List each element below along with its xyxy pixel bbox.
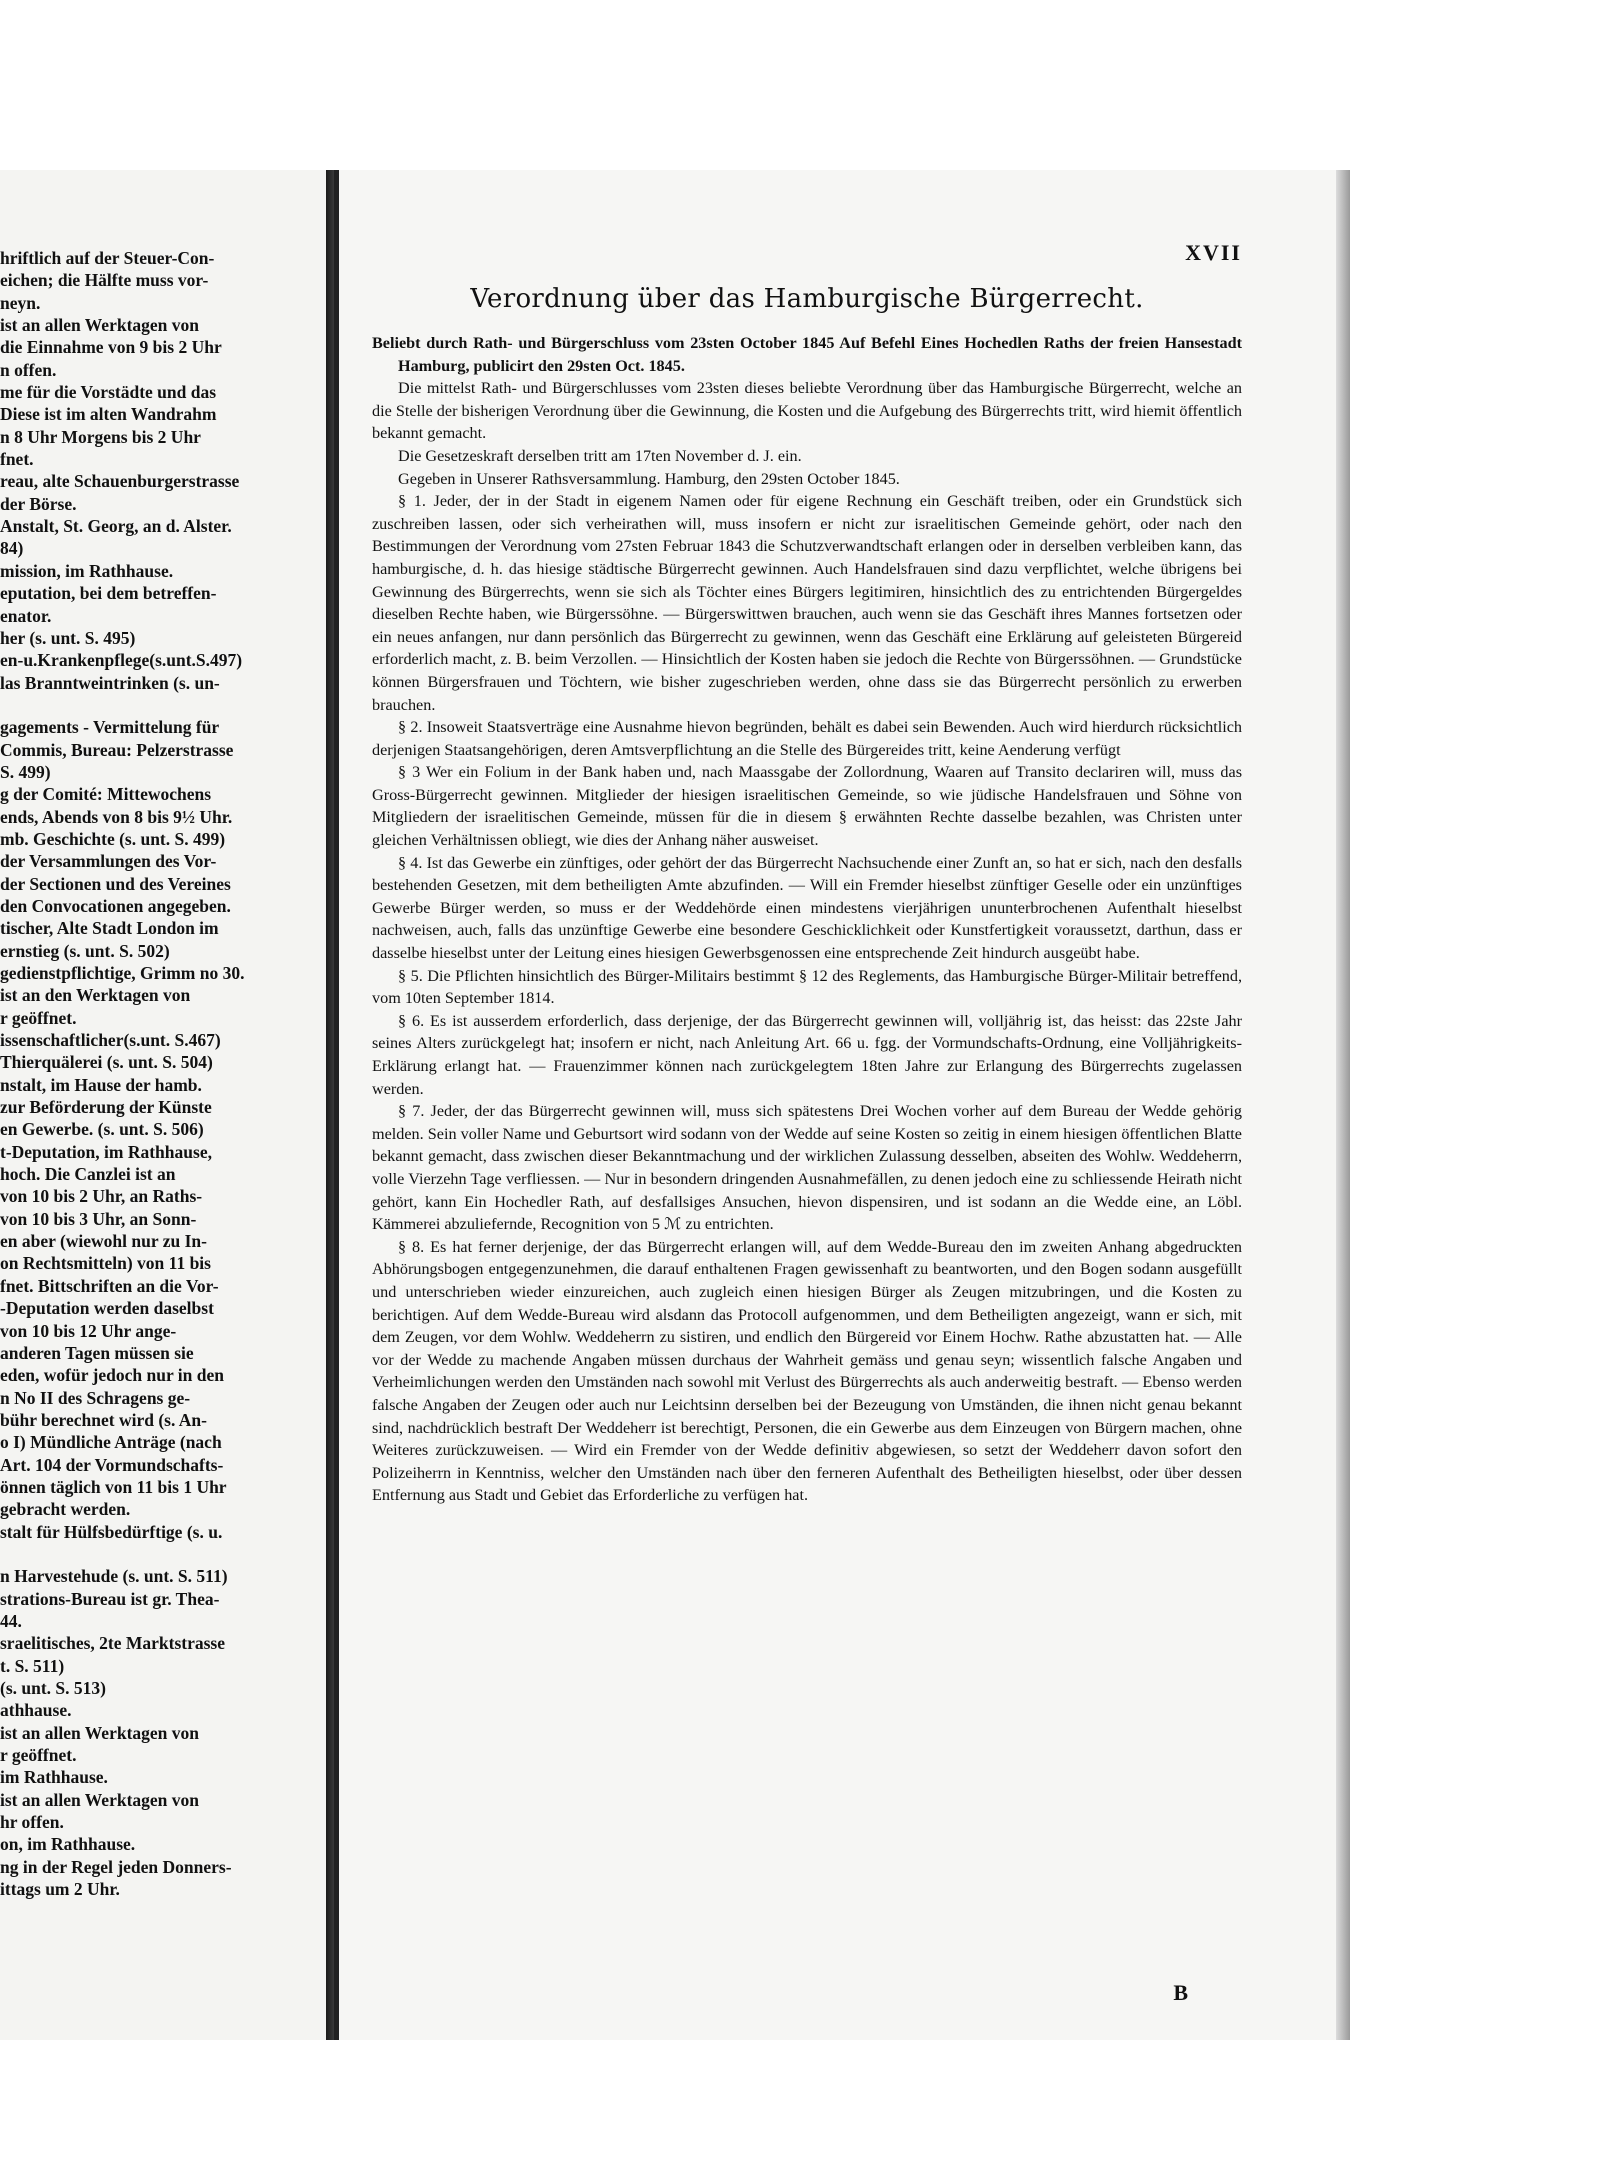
left-page-line: mission, im Rathhause.	[0, 560, 174, 581]
left-page-line: n 8 Uhr Morgens bis 2 Uhr	[0, 426, 201, 447]
left-page-line: sraelitisches, 2te Marktstrasse	[0, 1633, 226, 1654]
left-page-line: von 10 bis 12 Uhr ange-	[0, 1320, 177, 1341]
left-page-line: 44.	[0, 1610, 22, 1631]
left-page-text-column	[0, 247, 326, 1900]
left-page-edge-shadow	[326, 170, 334, 2040]
left-page-line: eden, wofür jedoch nur in den	[0, 1365, 224, 1386]
section-8: § 8. Es hat ferner derjenige, der das Bürgerrecht erlangen will, auf dem Wedde-Bureau den im zweiten Anhang abgedruckten Abhörungsbogen entgegenzunehmen, die darauf enthaltenen Fragen gewissenhaft zu beantworten, und den Bogen sodann ausgefüllt und unterschrieben wieder einzureichen, auch zugleich einen hiesigen Bürger als Zeugen mitzubringen, und die Kosten zu berichtigen. Auf dem Wedde-Bureau wird alsdann das Protocoll aufgenommen, und dem Betheiligten angezeigt, wann er sich, mit dem Zeugen, vor dem Wohlw. Weddeherrn zu sistiren, und endlich den Bürgereid vor Einem Hochw. Rathe abzustatten hat. — Alle vor der Wedde zu machende Angaben müssen durchaus der Wahrheit gemäss und genau seyn; wissentlich falsche Angaben und Verheimlichungen werden den Umständen nach sowohl mit Verlust des Bürgerrechts als auch anderweitig bestraft. — Ebenso werden falsche Angaben der Zeugen oder auch nur Leichtsinn derselben bei der Bezeugung von Umständen, die ihnen nicht genau bekannt sind, nachdrücklich bestraft Der Weddeherr ist berechtigt, Personen, die ein Gewerbe aus dem Einzeugen von Bürgern machen, ohne Weiteres zurückzuweisen. — Wird ein Fremder von der Wedde definitiv abgewiesen, so setzt der Weddeherr davon sofort den Polizeiherrn in Kenntniss, welcher den Umständen nach über den ferneren Aufenthalt des Betheiligten hieselbst, oder über dessen Entfernung aus Stadt und Gebiet das Erforderliche zu verfügen hat.	[372, 1237, 1242, 1505]
left-page-line: tischer, Alte Stadt London im	[0, 918, 219, 939]
left-page-line: Anstalt, St. Georg, an d. Alster.	[0, 516, 232, 537]
left-page-line: las Branntweintrinken (s. un-	[0, 672, 220, 693]
left-page-line	[0, 1543, 326, 1565]
left-page-line: Thierquälerei (s. unt. S. 504)	[0, 1052, 213, 1073]
left-page-line: (s. unt. S. 513)	[0, 1678, 106, 1698]
ordinance-body	[372, 332, 1242, 1507]
left-page-line: athhause.	[0, 1700, 72, 1721]
left-page-line: Commis, Bureau: Pelzerstrasse	[0, 739, 234, 760]
left-page-line: n offen.	[0, 359, 57, 380]
left-page-line: stalt für Hülfsbedürftige (s. u.	[0, 1521, 223, 1542]
left-page-line: eichen; die Hälfte muss vor-	[0, 270, 209, 291]
section-3: § 3 Wer ein Folium in der Bank haben und, nach Maassgabe der Zollordnung, Waaren auf Transito declariren will, muss das Gross-Bürgerrecht gewinnen. Mitglieder der hiesigen israelitischen Gemeinde, so wie jüdische Handelsfrauen und Söhne von Mitgliedern der israelitischen Gemeinde, müssen für die in diesem § erwähnten Rechte dasselbe bezahlen, was Christen unter gleichen Verhältnissen obliegt, wie dies der Anhang näher ausweiset.	[372, 763, 1242, 850]
section-7: § 7. Jeder, der das Bürgerrecht gewinnen will, muss sich spätestens Drei Wochen vorher auf dem Bureau der Wedde gehörig melden. Sein voller Name und Geburtsort wird sodann von der Wedde auf seine Kosten so zeitig in einem hiesigen öffentlichen Blatte bekannt gemacht, dass zwischen dieser Bekanntmachung und der wirklichen Zulassung desselben, abseiten des Wohlw. Weddeherrn, volle Vierzehn Tage verfliessen. — Nur in besondern dringenden Ausnahmefällen, zu denen jedoch eine zu schliessende Heirath nicht gehört, kann Ein Hochedler Rath, auf desfallsiges Ansuchen, hievon dispensiren, und ist sodann an die Wedde eine, an Löbl. Kämmerei abzuliefernde, Recognition von 5 ℳ zu entrichten.	[372, 1102, 1242, 1234]
paragraph-effective-date: Die Gesetzeskraft derselben tritt am 17ten November d. J. ein.	[398, 446, 802, 465]
left-page-line: her (s. unt. S. 495)	[0, 627, 136, 648]
page-title: Verordnung über das Hamburgische Bürgerrecht.	[470, 284, 1144, 314]
left-page-line: en Gewerbe. (s. unt. S. 506)	[0, 1119, 204, 1140]
section-6: § 6. Es ist ausserdem erforderlich, dass derjenige, der das Bürgerrecht gewinnen will, volljährig ist, das heisst: das 22ste Jahr seines Alters zurückgelegt hat; insofern er nicht, nach Anleitung Art. 66 u. fgg. der Vormundschafts-Ordnung, eine Volljährigkeits-Erklärung erlangt hat. — Frauenzimmer können nach zurückgelegtem 18ten Jahre zur Erlangung des Bürgerrechts zugelassen werden.	[372, 1011, 1242, 1098]
left-page-line: Art. 104 der Vormundschafts-	[0, 1454, 224, 1475]
left-page-line: en aber (wiewohl nur zu In-	[0, 1231, 207, 1252]
left-page-line: im Rathhause.	[0, 1767, 108, 1788]
left-page-line: ends, Abends von 8 bis 9½ Uhr.	[0, 806, 233, 827]
left-page-line: gebracht werden.	[0, 1499, 131, 1520]
signature-mark: B	[1173, 1980, 1188, 2005]
left-page-line: der Versammlungen des Vor-	[0, 851, 217, 872]
left-page-line: von 10 bis 2 Uhr, an Raths-	[0, 1186, 203, 1207]
left-page-line: gedienstpflichtige, Grimm no 30.	[0, 963, 245, 983]
left-page-line: r geöffnet.	[0, 1745, 77, 1766]
left-page-line: fnet. Bittschriften an die Vor-	[0, 1275, 219, 1296]
left-page-line: neyn.	[0, 292, 41, 313]
section-1: § 1. Jeder, der in der Stadt in eigenem Namen oder für eigene Rechnung ein Geschäft treiben, oder ein Grundstück sich zuschreiben lassen, oder sich verheirathen will, muss insofern er nicht zur israelitischen Gemeinde gehört, oder nach den Bestimmungen der Verordnung vom 27sten Februar 1843 die Schutzverwandtschaft erlangen oder in derselben verbleiben kann, das hamburgische, d. h. das hiesige städtische Bürgerrecht gewinnen. Auch Handelsfrauen sind dazu verpflichtet, welche übrigens bei Gewinnung des Bürgerrechts, wenn sie sich als Töchter eines Bürgers legitimiren, hinsichtlich des zu entrichtenden Bürgergeldes dieselben Rechte haben, wie Bürgerssöhne. — Bürgerswittwen brauchen, auch wenn sie das Geschäft ihres Mannes fortsetzen oder ein neues anfangen, nur dann persönlich das Bürgerrecht zu gewinnen, wenn das Geschäft eine Erklärung auf geleisteten Bürgereid erforderlich macht, z. B. beim Verzollen. — Hinsichtlich der Kosten haben sie jedoch die Rechte von Bürgerssöhnen. — Grundstücke können Bürgersfrauen und Töchtern, wie bisher zugeschrieben werden, ohne dass sie das Bürgerrecht persönlich zu erwerben brauchen.	[372, 492, 1242, 714]
left-page-line: die Einnahme von 9 bis 2 Uhr	[0, 337, 222, 358]
left-page-line: -Deputation werden daselbst	[0, 1298, 214, 1319]
left-page-line: S. 499)	[0, 761, 51, 782]
left-page-line: hoch. Die Canzlei ist an	[0, 1164, 176, 1185]
left-page-line: ernstieg (s. unt. S. 502)	[0, 940, 170, 961]
left-page-line: enator.	[0, 605, 52, 626]
left-page-line: zur Beförderung der Künste	[0, 1097, 212, 1118]
left-page-line: fnet.	[0, 449, 34, 470]
paragraph-intro: Die mittelst Rath- und Bürgerschlusses vom 23sten dieses beliebte Verordnung über das Hamburgische Bürgerrecht, welche an die Stelle der bisherigen Verordnung über die Gewinnung, die Kosten und die Aufgebung des Bürgerrechts tritt, wird hiemit öffentlich bekannt gemacht.	[372, 379, 1242, 443]
left-page-line: den Convocationen angegeben.	[0, 895, 231, 916]
left-page-line	[0, 694, 326, 716]
section-2: § 2. Insoweit Staatsverträge eine Ausnahme hievon begründen, behält es dabei sein Bewenden. Auch wird hierdurch rücksichtlich derjenigen Staatsangehörigen, deren Amtsverpflichtung an die Stelle des Bürgereides tritt, keine Aenderung verfügt	[372, 718, 1242, 759]
left-page-line: önnen täglich von 11 bis 1 Uhr	[0, 1476, 227, 1497]
left-page-line: me für die Vorstädte und das	[0, 382, 217, 403]
right-page-edge	[1336, 170, 1350, 2040]
left-page-line: n No II des Schragens ge-	[0, 1387, 191, 1408]
left-page-line: Diese ist im alten Wandrahm	[0, 404, 217, 425]
left-page-line: ng in der Regel jeden Donners-	[0, 1856, 232, 1877]
section-5: § 5. Die Pflichten hinsichtlich des Bürger-Militairs bestimmt § 12 des Reglements, das Hamburgische Bürger-Militair betreffend, vom 10ten September 1814.	[372, 966, 1242, 1008]
left-page-line: mb. Geschichte (s. unt. S. 499)	[0, 828, 226, 849]
left-page-line: ist an allen Werktagen von	[0, 1789, 200, 1810]
left-page-line: bühr berechnet wird (s. An-	[0, 1409, 207, 1430]
left-page-line: der Sectionen und des Vereines	[0, 873, 231, 894]
left-page-line: on, im Rathhause.	[0, 1834, 136, 1855]
left-page-line: ittags um 2 Uhr.	[0, 1879, 120, 1900]
left-page-line: anderen Tagen müssen sie	[0, 1342, 194, 1363]
section-4: § 4. Ist das Gewerbe ein zünftiges, oder gehört der das Bürgerrecht Nachsuchende einer Zunft an, so hat er sich, nach den desfalls bestehenden Gesetzen, mit dem betheiligten Amte abzufinden. — Will ein Fremder hieselbst zünftiger Geselle oder ein unzünftiges Gewerbe Bürger werden, so muss er der Weddehörde einen mindestens vierjährigen ununterbrochenen Aufenthalt hieselbst nachweisen, auch, falls das unzünftige Gewerbe eine besondere Geschicklichkeit oder Kunstfertigkeit voraussetzt, darthun, dass er dasselbe hieselbst unter der Leitung eines hiesigen Gewerbsgenossen eine entsprechende Zeit hindurch ausgeübt habe.	[372, 853, 1242, 963]
left-page-line: g der Comité: Mittewochens	[0, 784, 212, 805]
page-number: XVII	[1185, 240, 1242, 265]
left-page-line: o I) Mündliche Anträge (nach	[0, 1432, 222, 1453]
left-page-line: hriftlich auf der Steuer-Con-	[0, 248, 215, 268]
left-page-line: von 10 bis 3 Uhr, an Sonn-	[0, 1208, 197, 1229]
left-page-line: ist an den Werktagen von	[0, 985, 191, 1006]
left-page-line: r geöffnet.	[0, 1007, 77, 1028]
left-page-line: 84)	[0, 538, 24, 559]
left-page-line: on Rechtsmitteln) von 11 bis	[0, 1253, 211, 1274]
left-page-line: t-Deputation, im Rathhause,	[0, 1141, 212, 1162]
preamble: Beliebt durch Rath- und Bürgerschluss vom 23sten October 1845 Auf Befehl Eines Hochedlen Raths der freien Hansestadt Hamburg, publicirt den 29sten Oct. 1845.	[372, 334, 1242, 375]
left-page	[0, 170, 330, 2040]
left-page-line: ist an allen Werktagen von	[0, 1722, 200, 1743]
left-page-line: strations-Bureau ist gr. Thea-	[0, 1588, 220, 1609]
left-page-line: t. S. 511)	[0, 1655, 65, 1676]
paragraph-given: Gegeben in Unserer Rathsversammlung. Hamburg, den 29sten October 1845.	[398, 469, 900, 488]
left-page-line: ist an allen Werktagen von	[0, 315, 200, 336]
left-page-line: nstalt, im Hause der hamb.	[0, 1074, 202, 1095]
left-page-line: reau, alte Schauenburgerstrasse	[0, 471, 240, 492]
left-page-line: gagements - Vermittelung für	[0, 717, 220, 738]
left-page-line: eputation, bei dem betreffen-	[0, 583, 217, 604]
left-page-line: issenschaftlicher(s.unt. S.467)	[0, 1030, 221, 1051]
left-page-line: der Börse.	[0, 493, 77, 514]
left-page-line: hr offen.	[0, 1812, 64, 1833]
left-page-line: en-u.Krankenpflege(s.unt.S.497)	[0, 650, 243, 671]
left-page-line: n Harvestehude (s. unt. S. 511)	[0, 1566, 228, 1587]
